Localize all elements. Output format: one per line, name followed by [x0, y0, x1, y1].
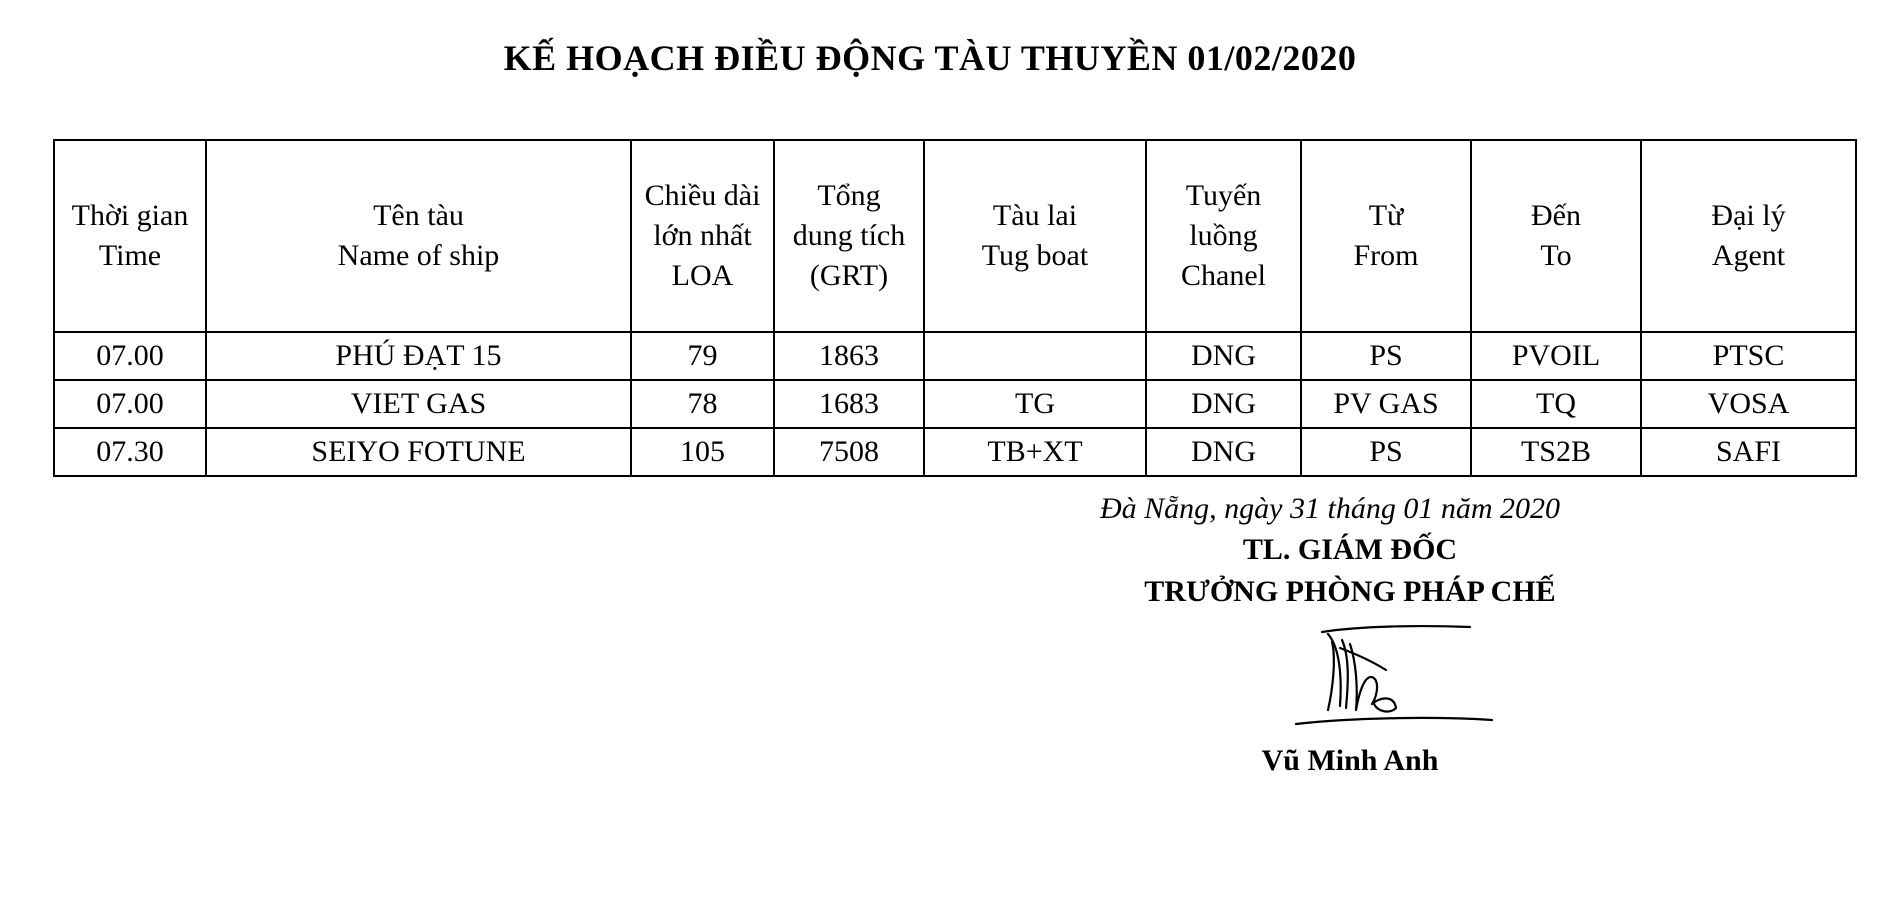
cell-to: TS2B: [1471, 428, 1641, 476]
cell-channel: DNG: [1146, 380, 1301, 428]
ship-schedule-table: [53, 139, 1857, 477]
cell-loa: 78: [631, 380, 774, 428]
page-title: KẾ HOẠCH ĐIỀU ĐỘNG TÀU THUYỀN 01/02/2020: [503, 38, 1357, 78]
cell-from: PS: [1301, 428, 1471, 476]
signer-role-line2: TRƯỞNG PHÒNG PHÁP CHẾ: [1144, 575, 1556, 608]
cell-loa: 79: [631, 332, 774, 380]
cell-tug-boat: TG: [924, 380, 1146, 428]
cell-channel: DNG: [1146, 332, 1301, 380]
cell-tug-boat: [924, 332, 1146, 380]
cell-agent: SAFI: [1641, 428, 1856, 476]
cell-ship-name: VIET GAS: [206, 380, 631, 428]
table-row: [54, 428, 1856, 476]
cell-from: PS: [1301, 332, 1471, 380]
header-loa: Chiều dài lớn nhất LOA: [631, 140, 774, 332]
cell-ship-name: PHÚ ĐẠT 15: [206, 332, 631, 380]
place-date: Đà Nẵng, ngày 31 tháng 01 năm 2020: [1100, 492, 1560, 525]
header-channel: Tuyến luồng Chanel: [1146, 140, 1301, 332]
table-header-row: [54, 140, 1856, 332]
table-row: [54, 380, 1856, 428]
header-grt: Tổng dung tích (GRT): [774, 140, 924, 332]
cell-to: TQ: [1471, 380, 1641, 428]
cell-agent: VOSA: [1641, 380, 1856, 428]
cell-time: 07.00: [54, 332, 206, 380]
header-tug-boat: Tàu lai Tug boat: [924, 140, 1146, 332]
cell-ship-name: SEIYO FOTUNE: [206, 428, 631, 476]
table-row: [54, 332, 1856, 380]
header-agent: Đại lý Agent: [1641, 140, 1856, 332]
header-from: Từ From: [1301, 140, 1471, 332]
signature-icon: [1270, 618, 1500, 738]
cell-time: 07.30: [54, 428, 206, 476]
cell-agent: PTSC: [1641, 332, 1856, 380]
cell-grt: 1863: [774, 332, 924, 380]
header-time: Thời gian Time: [54, 140, 206, 332]
cell-from: PV GAS: [1301, 380, 1471, 428]
cell-time: 07.00: [54, 380, 206, 428]
header-to: Đến To: [1471, 140, 1641, 332]
cell-to: PVOIL: [1471, 332, 1641, 380]
header-ship-name: Tên tàu Name of ship: [206, 140, 631, 332]
cell-loa: 105: [631, 428, 774, 476]
signer-name: Vũ Minh Anh: [1261, 744, 1439, 777]
cell-grt: 1683: [774, 380, 924, 428]
signer-role-line1: TL. GIÁM ĐỐC: [1242, 533, 1458, 566]
cell-tug-boat: TB+XT: [924, 428, 1146, 476]
cell-channel: DNG: [1146, 428, 1301, 476]
cell-grt: 7508: [774, 428, 924, 476]
